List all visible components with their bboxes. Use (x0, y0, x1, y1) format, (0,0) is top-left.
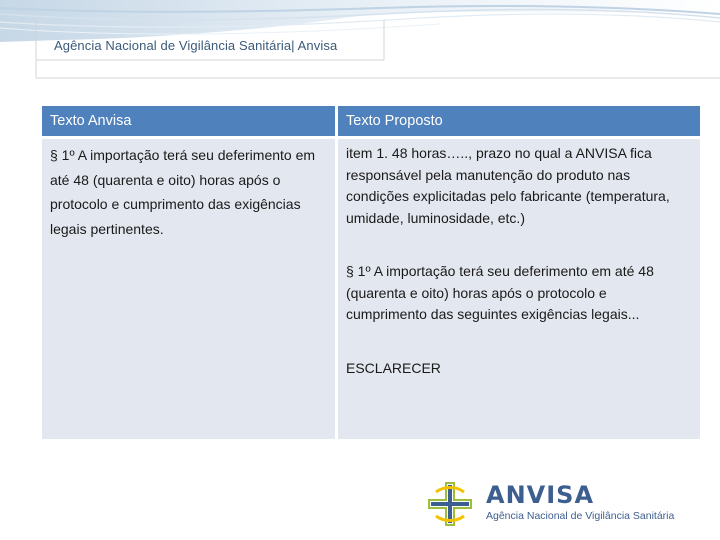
page-title: Agência Nacional de Vigilância Sanitária| Anvisa (54, 38, 338, 53)
logo-subtitle: Agência Nacional de Vigilância Sanitária (486, 510, 675, 522)
anvisa-logo (428, 480, 688, 528)
logo-name: ANVISA (486, 481, 595, 509)
comparison-table (42, 106, 700, 439)
table-header-texto-proposto: Texto Proposto (338, 106, 700, 136)
proposed-paragraph-1: item 1. 48 horas….., prazo no qual a ANVISA fica responsável pela manutenção do produto nas condições explicitadas pelo fabricante (temperatura, umidade, luminosidade, etc.) (346, 145, 670, 226)
proposed-paragraph-3: ESCLARECER (346, 359, 441, 376)
table-cell-texto-anvisa (42, 139, 335, 439)
anvisa-cross-icon (428, 482, 472, 526)
anvisa-text: § 1º A importação terá seu deferimento em até 48 (quarenta e oito) horas após o protocolo e cumprimento das exigências legais pertinentes. (50, 147, 316, 237)
table-cell-texto-proposto (338, 139, 700, 439)
table-header-texto-anvisa: Texto Anvisa (42, 106, 335, 136)
proposed-paragraph-2: § 1º A importação terá seu deferimento em até 48 (quarenta e oito) horas após o protocolo e cumprimento das seguintes exigências legais... (346, 263, 654, 322)
